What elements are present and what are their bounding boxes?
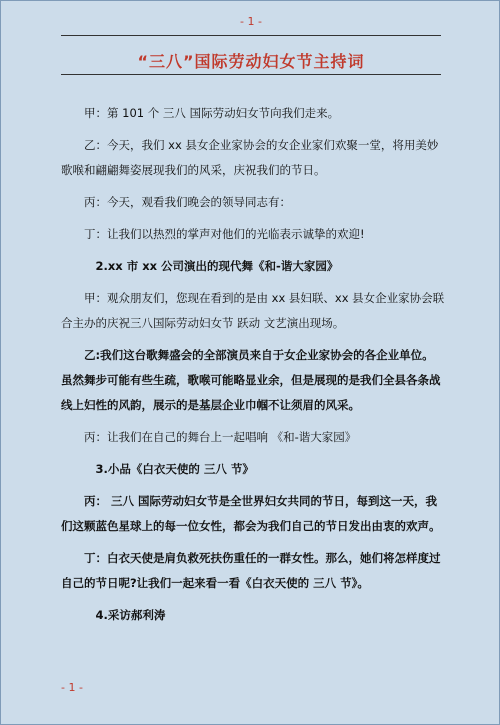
program-heading: 3.小品《白衣天使的 三八 节》 — [95, 462, 254, 476]
paragraph: 甲：观众朋友们，您现在看到的是由 xx 县妇联、xx 县女企业家协会联合主办的庆祝三八国际劳动妇女节 跃动 文艺演出现场。 — [61, 291, 445, 330]
paragraph: 丁：白衣天使是肩负救死扶伤重任的一群女性。那么，她们将怎样度过自己的节日呢?让我们一起来看一看《白衣天使的 三八 节》。 — [61, 551, 441, 590]
paragraph: 甲：第 101 个 三八 国际劳动妇女节向我们走来。 — [84, 106, 340, 120]
paragraph: 丙：让我们在自己的舞台上一起唱响 《和-谐大家园》 — [84, 430, 357, 444]
document-title: “三八”国际劳动妇女节主持词 — [137, 52, 365, 71]
paragraph: 丙：今天，观看我们晚会的领导同志有： — [84, 195, 291, 209]
title-rule — [61, 74, 441, 75]
paragraph: 乙：今天，我们 xx 县女企业家协会的女企业家们欢聚一堂，将用美妙歌喉和翩翩舞姿展现我们的风采，庆祝我们的节日。 — [61, 138, 439, 177]
document-body — [61, 101, 445, 635]
paragraph: 乙:我们这台歌舞盛会的全部演员来自于女企业家协会的各企业单位。虽然舞步可能有些生疏，歌喉可能略显业余，但是展现的是我们全县各条战线上妇性的风韵，展示的是基层企业巾帼不让须眉的风采。 — [61, 348, 441, 412]
header-rule — [61, 35, 441, 36]
footer-page-number: - 1 - — [61, 681, 83, 694]
paragraph: 丁：让我们以热烈的掌声对他们的光临表示诚挚的欢迎! — [84, 227, 365, 241]
program-heading: 4.采访郝利涛 — [95, 608, 166, 622]
program-heading: 2.xx 市 xx 公司演出的现代舞《和-谐大家园》 — [95, 259, 339, 273]
paragraph: 丙： 三八 国际劳动妇女节是全世界妇女共同的节日，每到这一天，我们这颗蓝色星球上的每一位女性，都会为我们自己的节日发出由衷的欢声。 — [61, 494, 441, 533]
header-page-number: - 1 - — [240, 15, 262, 28]
